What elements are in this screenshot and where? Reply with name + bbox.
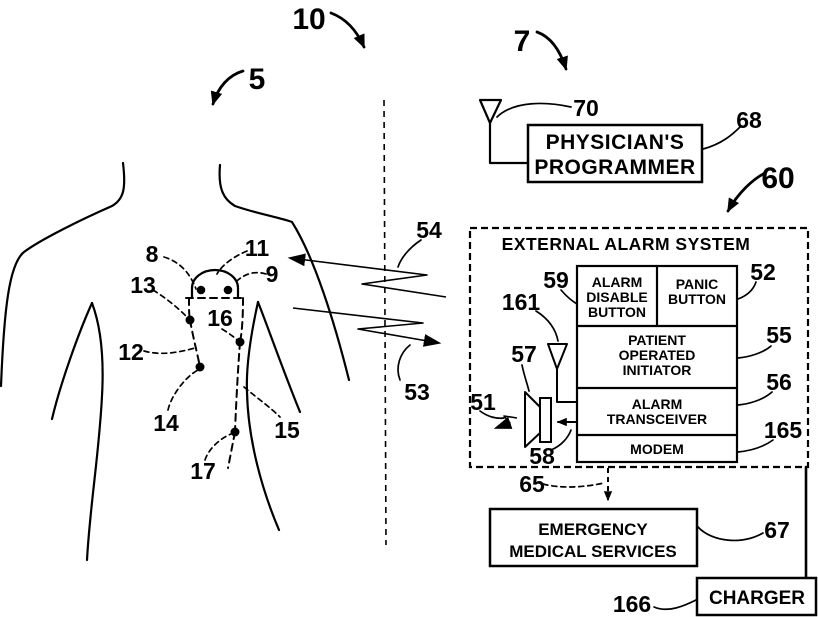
ref-67: 67: [764, 517, 790, 543]
patient-torso: [1, 163, 349, 560]
alarm-antenna-stem: [557, 369, 577, 402]
ref-161: 161: [501, 289, 541, 315]
ref-10: 10: [292, 3, 326, 36]
physicians-programmer-line1: PHYSICIAN'S: [545, 131, 685, 154]
ref-51: 51: [470, 389, 496, 415]
device-header-dome: [192, 270, 238, 288]
electrode-9-dot: [224, 286, 233, 295]
ref-55: 55: [766, 322, 792, 348]
ref-68: 68: [736, 107, 762, 133]
ref-58: 58: [529, 443, 555, 469]
external-alarm-system-title: EXTERNAL ALARM SYSTEM: [501, 234, 751, 254]
arrow-60: [728, 173, 765, 211]
ems-line2: MEDICAL SERVICES: [509, 542, 677, 561]
electrode-8-dot: [197, 286, 206, 295]
leader-70: [497, 103, 571, 117]
telemetry-zigzag-53: [293, 308, 439, 343]
ref-13: 13: [130, 272, 156, 298]
physicians-programmer: [480, 100, 740, 182]
right-lead-mid: [235, 342, 240, 432]
ref-65: 65: [519, 471, 545, 497]
ref-16: 16: [207, 305, 233, 331]
torso-right-armpit-line: [258, 302, 300, 412]
ref-17: 17: [190, 458, 216, 484]
alarm-disable-button-line1: ALARM: [591, 274, 643, 290]
leader-67: [698, 527, 763, 540]
left-lead-lower: [190, 320, 200, 367]
ref-15: 15: [274, 417, 300, 443]
leader-54: [398, 240, 421, 267]
ref-12: 12: [118, 339, 144, 365]
ref-166: 166: [612, 591, 652, 617]
leader-15: [244, 387, 280, 417]
alarm-transceiver-line1: ALARM: [631, 396, 683, 412]
charger-label: CHARGER: [708, 588, 806, 609]
right-lead-tail: [228, 432, 235, 468]
right-lead-upper: [240, 298, 243, 342]
torso-left-armpit-line: [52, 303, 92, 419]
leader-12: [144, 348, 195, 353]
alarm-transceiver-line2: TRANSCEIVER: [606, 411, 708, 427]
ref-52: 52: [750, 259, 776, 285]
ems-line1: EMERGENCY: [538, 520, 648, 539]
leader-65: [543, 483, 604, 487]
ref-56: 56: [766, 369, 792, 395]
patient-operated-initiator-line2: OPERATED: [618, 347, 696, 363]
ref-5: 5: [248, 63, 266, 96]
alarm-disable-button-line2: DISABLE: [586, 289, 648, 305]
ref-165: 165: [763, 417, 803, 443]
skin-boundary-dashed-line: [384, 100, 386, 545]
leader-14: [168, 370, 198, 410]
speaker-cone-icon: [525, 392, 540, 447]
patient-operated-initiator-line1: PATIENT: [628, 332, 686, 348]
torso-left-neck-shoulder-arm: [1, 163, 124, 386]
speaker-driver-icon: [540, 398, 551, 442]
leader-13: [153, 290, 187, 317]
patient-operated-initiator-line3: INITIATOR: [622, 362, 692, 378]
torso-right-side-line: [247, 302, 279, 530]
ref-60: 60: [761, 162, 795, 195]
panic-button-line1: PANIC: [675, 276, 719, 292]
programmer-antenna-icon: [480, 100, 501, 123]
ref-53: 53: [404, 379, 430, 405]
ref-9: 9: [265, 261, 279, 287]
ref-57: 57: [511, 341, 537, 367]
ref-54: 54: [416, 217, 442, 243]
ref-59: 59: [543, 267, 569, 293]
ref-70: 70: [573, 95, 599, 121]
leader-53: [398, 345, 410, 380]
telemetry: [290, 100, 446, 545]
torso-left-side-line: [87, 303, 103, 560]
ref-7: 7: [513, 25, 531, 58]
ref-11: 11: [244, 235, 270, 261]
ref-14: 14: [153, 410, 179, 436]
ref-8: 8: [145, 241, 159, 267]
arrow-7: [537, 32, 566, 69]
electrode-17-dot: [231, 428, 240, 437]
leader-161: [536, 311, 558, 341]
leader-166: [654, 600, 696, 609]
alarm-disable-button-line3: BUTTON: [587, 304, 647, 320]
electrode-13-dot: [186, 316, 195, 325]
leader-17: [205, 434, 231, 460]
panic-button-line2: BUTTON: [667, 291, 727, 307]
modem-label: MODEM: [630, 441, 684, 457]
arrow-10: [331, 13, 364, 47]
leader-68: [703, 127, 740, 149]
leader-8: [164, 257, 196, 289]
physicians-programmer-line2: PROGRAMMER: [534, 156, 696, 179]
alarm-antenna-icon: [548, 344, 567, 369]
leader-57: [522, 365, 529, 391]
arrow-5: [213, 71, 243, 104]
leader-9: [235, 273, 266, 283]
programmer-antenna-stem: [490, 123, 528, 163]
